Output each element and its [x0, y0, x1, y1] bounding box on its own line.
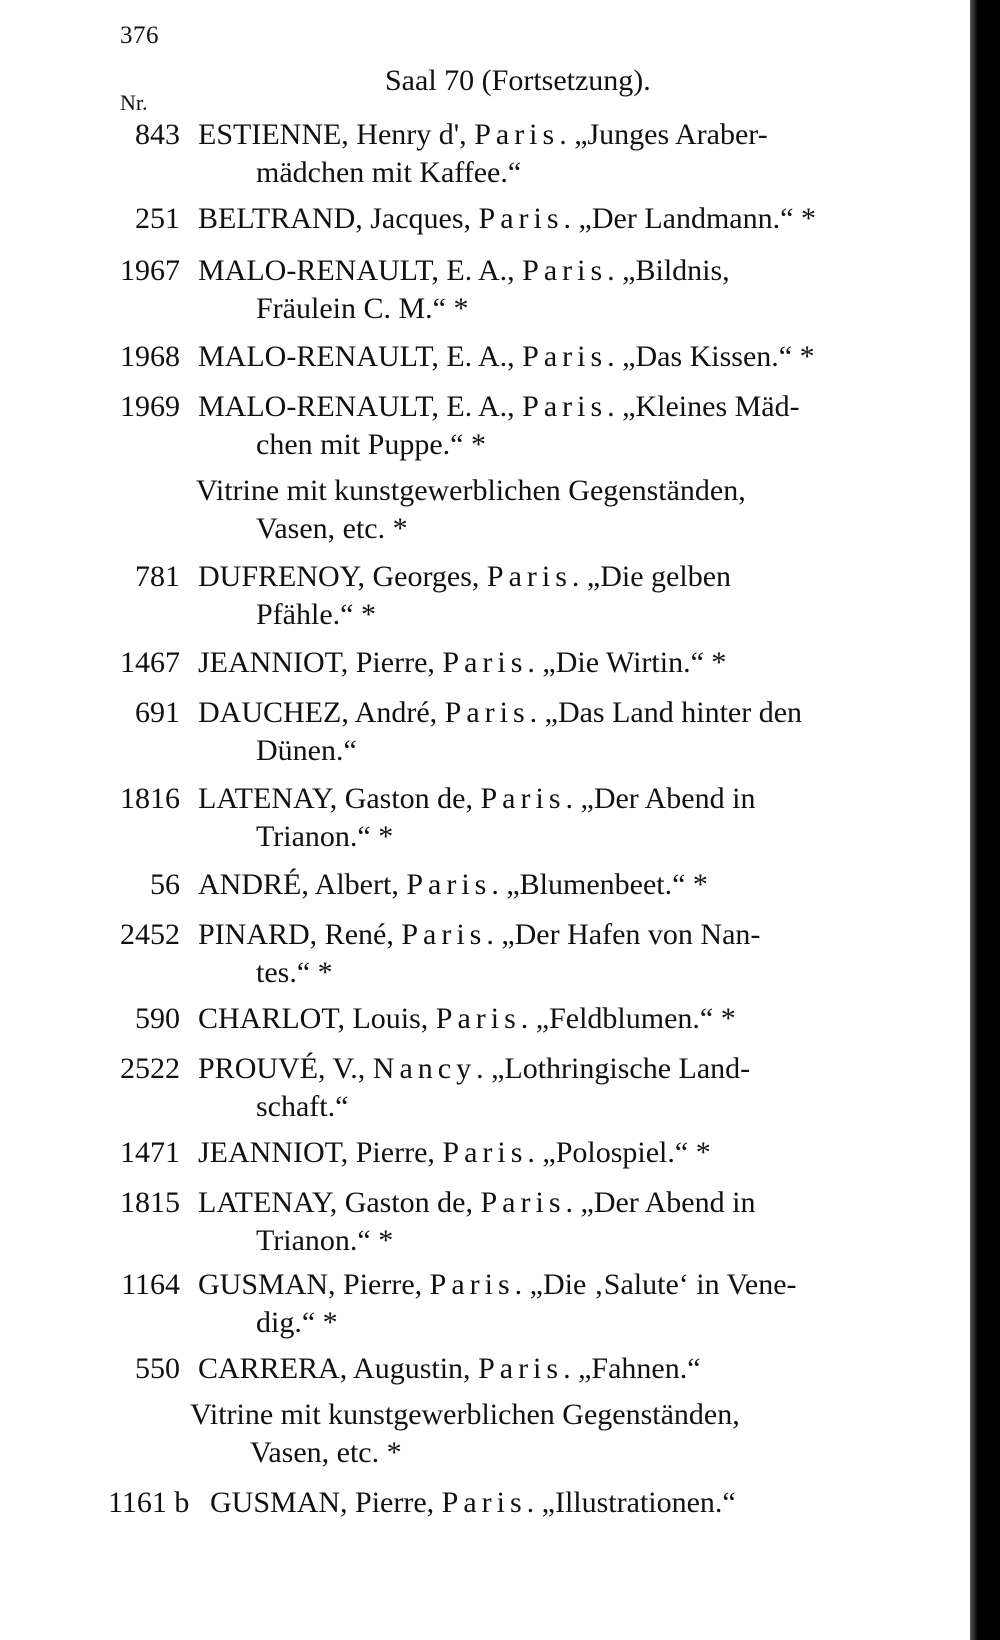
entry-number: 2452: [120, 918, 180, 951]
entry-title-cont: Trianon.“ *: [256, 820, 394, 853]
entry-number: 691: [135, 696, 180, 729]
entry-city: Paris: [441, 1486, 527, 1519]
entry-title: . „Kleines Mäd-: [607, 390, 800, 423]
entry-city: Paris: [442, 1136, 528, 1169]
entry-artist: PROUVÉ, V.,: [198, 1052, 373, 1085]
entry-title: . „Blumenbeet.“ *: [491, 868, 708, 901]
entry-city: Paris: [522, 390, 608, 423]
entry-number: 1968: [120, 340, 180, 373]
entry-artist: CARRERA, Augustin,: [198, 1352, 479, 1385]
entry-artist: GUSMAN, Pierre,: [198, 1268, 430, 1301]
entry-city: Paris: [478, 202, 564, 235]
vitrine-line: Vitrine mit kunstgewerblichen Gegenständen,: [190, 1398, 740, 1431]
entry-number: 1967: [120, 254, 180, 287]
entry-title: . „Lothringische Land-: [476, 1052, 751, 1085]
entry-title: . „Das Kissen.“ *: [607, 340, 815, 373]
entry-title: . „Polospiel.“ *: [527, 1136, 711, 1169]
entry-artist: BELTRAND, Jacques,: [198, 202, 479, 235]
entry-title: . „Der Hafen von Nan-: [486, 918, 761, 951]
entry-artist: DUFRENOY, Georges,: [198, 560, 487, 593]
entry-number: 1161 b: [108, 1486, 190, 1519]
entry-artist: ESTIENNE, Henry d',: [198, 118, 475, 151]
page-heading: Saal 70 (Fortsetzung).: [385, 64, 651, 97]
entry-number: 1816: [120, 782, 180, 815]
entry-artist: ANDRÉ, Albert,: [198, 868, 407, 901]
entry-city: Nancy: [372, 1052, 477, 1085]
entry-city: Paris: [480, 1186, 566, 1219]
entry-title-cont: chen mit Puppe.“ *: [256, 428, 486, 461]
entry-city: Paris: [442, 646, 528, 679]
entry-city: Paris: [444, 696, 530, 729]
vitrine-line-cont: Vasen, etc. *: [250, 1436, 402, 1469]
entry-title: . „Der Abend in: [565, 782, 756, 815]
entry-title: . „Das Land hinter den: [529, 696, 803, 729]
entry-title: . „Die ‚Salute‘ in Vene-: [514, 1268, 797, 1301]
entry-city: Paris: [474, 118, 560, 151]
vitrine-line: Vitrine mit kunstgewerblichen Gegenständen,: [196, 474, 746, 507]
entry-title: . „Feldblumen.“ *: [520, 1002, 736, 1035]
entry-number: 1164: [121, 1268, 180, 1301]
entry-title-cont: Trianon.“ *: [256, 1224, 394, 1257]
entry-artist: GUSMAN, Pierre,: [210, 1486, 442, 1519]
entry-city: Paris: [406, 868, 492, 901]
entry-artist: JEANNIOT, Pierre,: [198, 646, 443, 679]
entry-city: Paris: [429, 1268, 515, 1301]
entry-city: Paris: [522, 254, 608, 287]
entry-number: 1969: [120, 390, 180, 423]
entry-number: 1815: [120, 1186, 180, 1219]
entry-title-cont: Fräulein C. M.“ *: [256, 292, 469, 325]
entry-artist: LATENAY, Gaston de,: [198, 1186, 481, 1219]
entry-artist: LATENAY, Gaston de,: [198, 782, 481, 815]
entry-artist: PINARD, René,: [198, 918, 402, 951]
entry-title: . „Die Wirtin.“ *: [527, 646, 727, 679]
entry-title-cont: Dünen.“: [256, 734, 357, 767]
entry-number: 590: [135, 1002, 180, 1035]
entry-title: . „Der Abend in: [565, 1186, 756, 1219]
vitrine-line-cont: Vasen, etc. *: [256, 512, 408, 545]
entry-number: 550: [135, 1352, 180, 1385]
entry-city: Paris: [478, 1352, 564, 1385]
entry-artist: DAUCHEZ, André,: [198, 696, 445, 729]
entry-number: 251: [135, 202, 180, 235]
entry-title-cont: schaft.“: [256, 1090, 349, 1123]
entry-title: . „Die gelben: [571, 560, 732, 593]
entry-artist: MALO-RENAULT, E. A.,: [198, 340, 523, 373]
entry-city: Paris: [435, 1002, 521, 1035]
entry-title: . „Fahnen.“: [563, 1352, 701, 1385]
entry-title-cont: mädchen mit Kaffee.“: [256, 156, 522, 189]
number-column-label: Nr.: [120, 90, 148, 115]
entry-title: . „Bildnis,: [607, 254, 730, 287]
entry-city: Paris: [486, 560, 572, 593]
entry-title-cont: dig.“ *: [256, 1306, 338, 1339]
entry-title: . „Illustrationen.“: [526, 1486, 736, 1519]
entry-number: 781: [135, 560, 180, 593]
entry-artist: JEANNIOT, Pierre,: [198, 1136, 443, 1169]
book-binding-edge: [970, 0, 1000, 1640]
entry-city: Paris: [522, 340, 608, 373]
entry-city: Paris: [401, 918, 487, 951]
entry-artist: MALO-RENAULT, E. A.,: [198, 390, 523, 423]
entry-title-cont: tes.“ *: [256, 956, 333, 989]
entry-title: . „Junges Araber-: [559, 118, 768, 151]
entry-title: . „Der Landmann.“ *: [563, 202, 816, 235]
entry-title-cont: Pfähle.“ *: [256, 598, 376, 631]
entry-number: 1471: [120, 1136, 180, 1169]
entry-number: 2522: [120, 1052, 180, 1085]
page-number: 376: [120, 22, 159, 49]
entry-number: 1467: [120, 646, 180, 679]
entry-number: 56: [150, 868, 180, 901]
entry-city: Paris: [480, 782, 566, 815]
entry-artist: MALO-RENAULT, E. A.,: [198, 254, 523, 287]
entry-artist: CHARLOT, Louis,: [198, 1002, 436, 1035]
entry-number: 843: [135, 118, 180, 151]
